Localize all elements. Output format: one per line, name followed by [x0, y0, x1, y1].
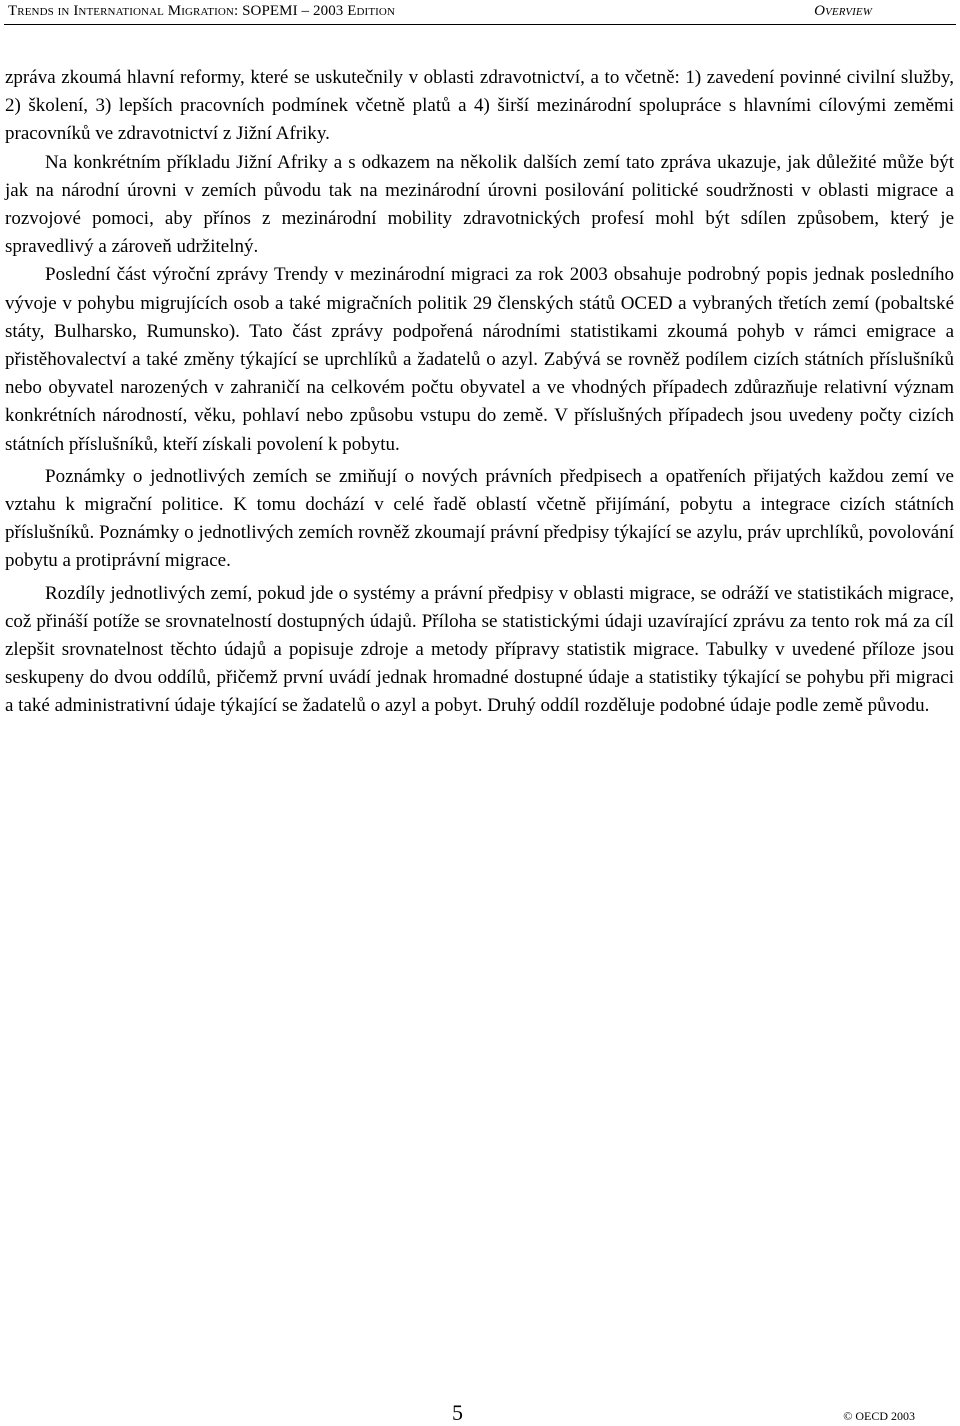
paragraph: Poslední část výroční zprávy Trendy v mezinárodní migraci za rok 2003 obsahuje podrobný popis jednak posledního vývoje v pohybu migrujících osob a také migračních politik 29 členských států OCED a vybraných třetích zemí (pobaltské státy, Bulharsko, Rumunsko). Tato část zprávy podpořená národními statistikami zkoumá pohyb v rámci emigrace a přistěhovalectví a také změny týkající se uprchlíků a žadatelů o azyl. Zabývá se rovněž podílem cizích státních příslušníků nebo obyvatel narozených v zahraničí na celkovém počtu obyvatel a ve vhodných případech zdůrazňuje relativní význam konkrétních národností, věku, pohlaví nebo způsobu vstupu do země. V příslušných případech jsou uvedeny počty cizích státních příslušníků, kteří získali povolení k pobytu.: [5, 264, 954, 455]
main-body: [5, 64, 954, 721]
header-title: Trends in International Migration: SOPEMI – 2003 Edition: [8, 3, 395, 19]
paragraph: zpráva zkoumá hlavní reformy, které se uskutečnily v oblasti zdravotnictví, a to včetně: 1) zavedení povinné civilní služby, 2) školení, 3) lepších pracovních podmínek včetně platů a 4) širší mezinárodní spolupráce s hlavními cílovými zeměmi pracovníků ve zdravotnictví z Jižní Afriky.: [5, 67, 954, 145]
paragraph: Poznámky o jednotlivých zemích se zmiňují o nových právních předpisech a opatřeních přijatých každou zemí ve vztahu k migrační politice. K tomu dochází v celé řadě oblastí včetně přijímání, pobytu a integrace cizích státních příslušníků. Poznámky o jednotlivých zemích rovněž zkoumají právní předpisy týkající se azylu, práv uprchlíků, povolování pobytu a protiprávní migrace.: [5, 465, 954, 572]
running-header: [8, 0, 872, 20]
paragraph: Na konkrétním příkladu Jižní Afriky a s odkazem na několik dalších zemí tato zpráva ukazuje, jak důležité může být jak na národní úrovni v zemích původu tak na mezinárodní úrovni posilování politické soudržnosti v oblasti migrace a rozvojové pomoci, aby přínos z mezinárodní mobility zdravotnických profesí mohl být sdílen způsobem, který je spravedlivý a zároveň udržitelný.: [5, 151, 954, 258]
paragraph: Rozdíly jednotlivých zemí, pokud jde o systémy a právní předpisy v oblasti migrace, se odráží ve statistikách migrace, což přináší potíže se srovnatelností dostupných údajů. Příloha se statistickými údaji uzavírající zprávu za tento rok má za cíl zlepšit srovnatelnost těchto údajů a popisuje zdroje a metody přípravy statistik migrace. Tabulky v uvedené příloze jsou seskupeny do dvou oddílů, přičemž první uvádí jednak hromadné dostupné údaje a statistiky týkající se pohybu při migraci a také administrativní údaje týkající se žadatelů o azyl a pobyt. Druhý oddíl rozděluje podobné údaje podle země původu.: [5, 582, 954, 717]
copyright-notice: © OECD 2003: [843, 1409, 915, 1423]
header-divider: [4, 24, 956, 25]
header-section: Overview: [814, 3, 872, 19]
page-number: 5: [452, 1400, 463, 1425]
